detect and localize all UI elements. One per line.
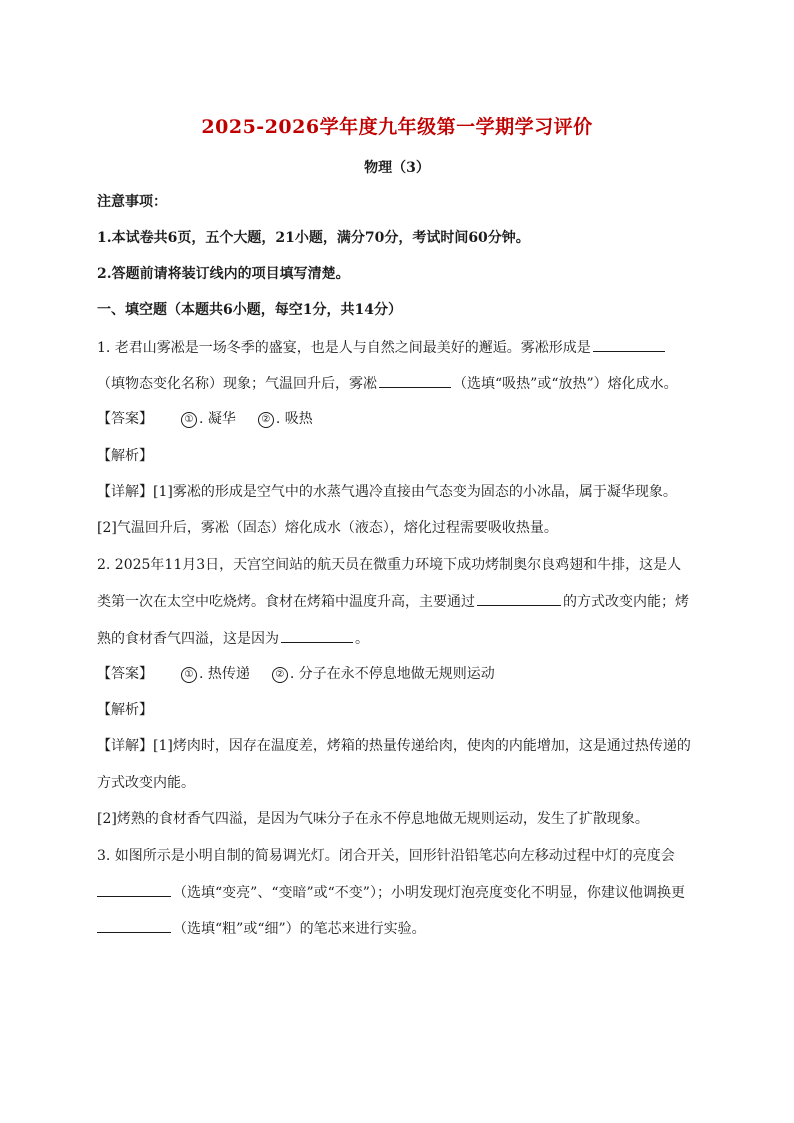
q2-answer-2-number: ② [272, 667, 288, 683]
q1-blank-1 [593, 336, 665, 352]
q2-answer-label: 【答案】 [97, 666, 153, 682]
q3-text-2: （选填“变亮”、“变暗”或“不变”）；小明发现灯泡亮度变化不明显，你建议他调换更 [173, 885, 685, 901]
q2-blank-1 [477, 590, 561, 606]
section-heading: 一、填空题（本题共6小题，每空1分，共14分） [97, 302, 402, 318]
q2-blank-2 [281, 627, 353, 643]
q2-line-1: 2. 2025年11月3日，天宫空间站的航天员在微重力环境下成功烤制奥尔良鸡翅和牛排，这是人 [97, 557, 682, 573]
q1-answer-1-number: ① [181, 412, 197, 428]
q1-detail-1: 【详解】[1]雾凇的形成是空气中的水蒸气遇冷直接由气态变为固态的小冰晶，属于凝华现象。 [97, 484, 677, 500]
q1-answer-1: . 凝华 [199, 411, 236, 427]
q1-answer-2-number: ② [258, 412, 274, 428]
q3-line-1: 3. 如图所示是小明自制的简易调光灯。闭合开关，回形针沿铅笔芯向左移动过程中灯的亮度会 [97, 848, 675, 864]
q2-answer-1: . 热传递 [199, 666, 250, 682]
q1-text-2: （填物态变化名称）现象；气温回升后，雾凇 [97, 376, 377, 392]
q2-text-3: 的方式改变内能；烤 [563, 594, 689, 610]
q2-line-3 [97, 627, 707, 648]
q3-blank-2 [97, 917, 171, 933]
q2-answer-1-number: ① [181, 667, 197, 683]
q2-answer-row [97, 663, 707, 683]
q2-text-5: 。 [355, 631, 369, 647]
q1-blank-2 [379, 372, 451, 388]
notes-item-2: 2.答题前请将装订线内的项目填写清楚。 [97, 266, 350, 282]
page-subtitle: 物理（3） [364, 160, 430, 176]
q1-analysis-label: 【解析】 [97, 448, 153, 464]
q1-answer-label: 【答案】 [97, 411, 153, 427]
q1-line-1 [97, 336, 707, 357]
q1-answer-row [97, 408, 707, 428]
notes-heading: 注意事项： [97, 194, 167, 210]
q2-analysis-label: 【解析】 [97, 702, 153, 718]
q3-line-3 [97, 917, 707, 938]
q2-line-2 [97, 590, 707, 611]
q3-text-3: （选填“粗”或“细”）的笔芯来进行实验。 [173, 921, 426, 937]
q3-blank-1 [97, 881, 171, 897]
q1-text-3: （选填“吸热”或“放热”）熔化成水。 [453, 376, 678, 392]
page-title: 2025-2026学年度九年级第一学期学习评价 [201, 116, 593, 138]
q2-answer-2: . 分子在永不停息地做无规则运动 [289, 666, 495, 682]
q2-text-2: 类第一次在太空中吃烧烤。食材在烤箱中温度升高，主要通过 [97, 594, 475, 610]
q2-text-4: 熟的食材香气四溢，这是因为 [97, 631, 279, 647]
q2-detail-1-cont: 方式改变内能。 [97, 775, 195, 791]
q1-answer-2: . 吸热 [275, 411, 313, 427]
q1-detail-2: [2]气温回升后，雾凇（固态）熔化成水（液态），熔化过程需要吸收热量。 [97, 520, 558, 536]
q1-text-1: 1. 老君山雾凇是一场冬季的盛宴，也是人与自然之间最美好的邂逅。雾凇形成是 [97, 340, 591, 356]
q1-line-2 [97, 372, 707, 393]
q2-detail-2: [2]烤熟的食材香气四溢，是因为气味分子在永不停息地做无规则运动，发生了扩散现象。 [97, 811, 649, 827]
notes-item-1: 1.本试卷共6页，五个大题，21小题，满分70分，考试时间60分钟。 [97, 230, 530, 246]
q2-detail-1: 【详解】[1]烤肉时，因存在温度差，烤箱的热量传递给肉，使肉的内能增加，这是通过热传递的 [97, 738, 691, 754]
q3-line-2 [97, 881, 707, 902]
